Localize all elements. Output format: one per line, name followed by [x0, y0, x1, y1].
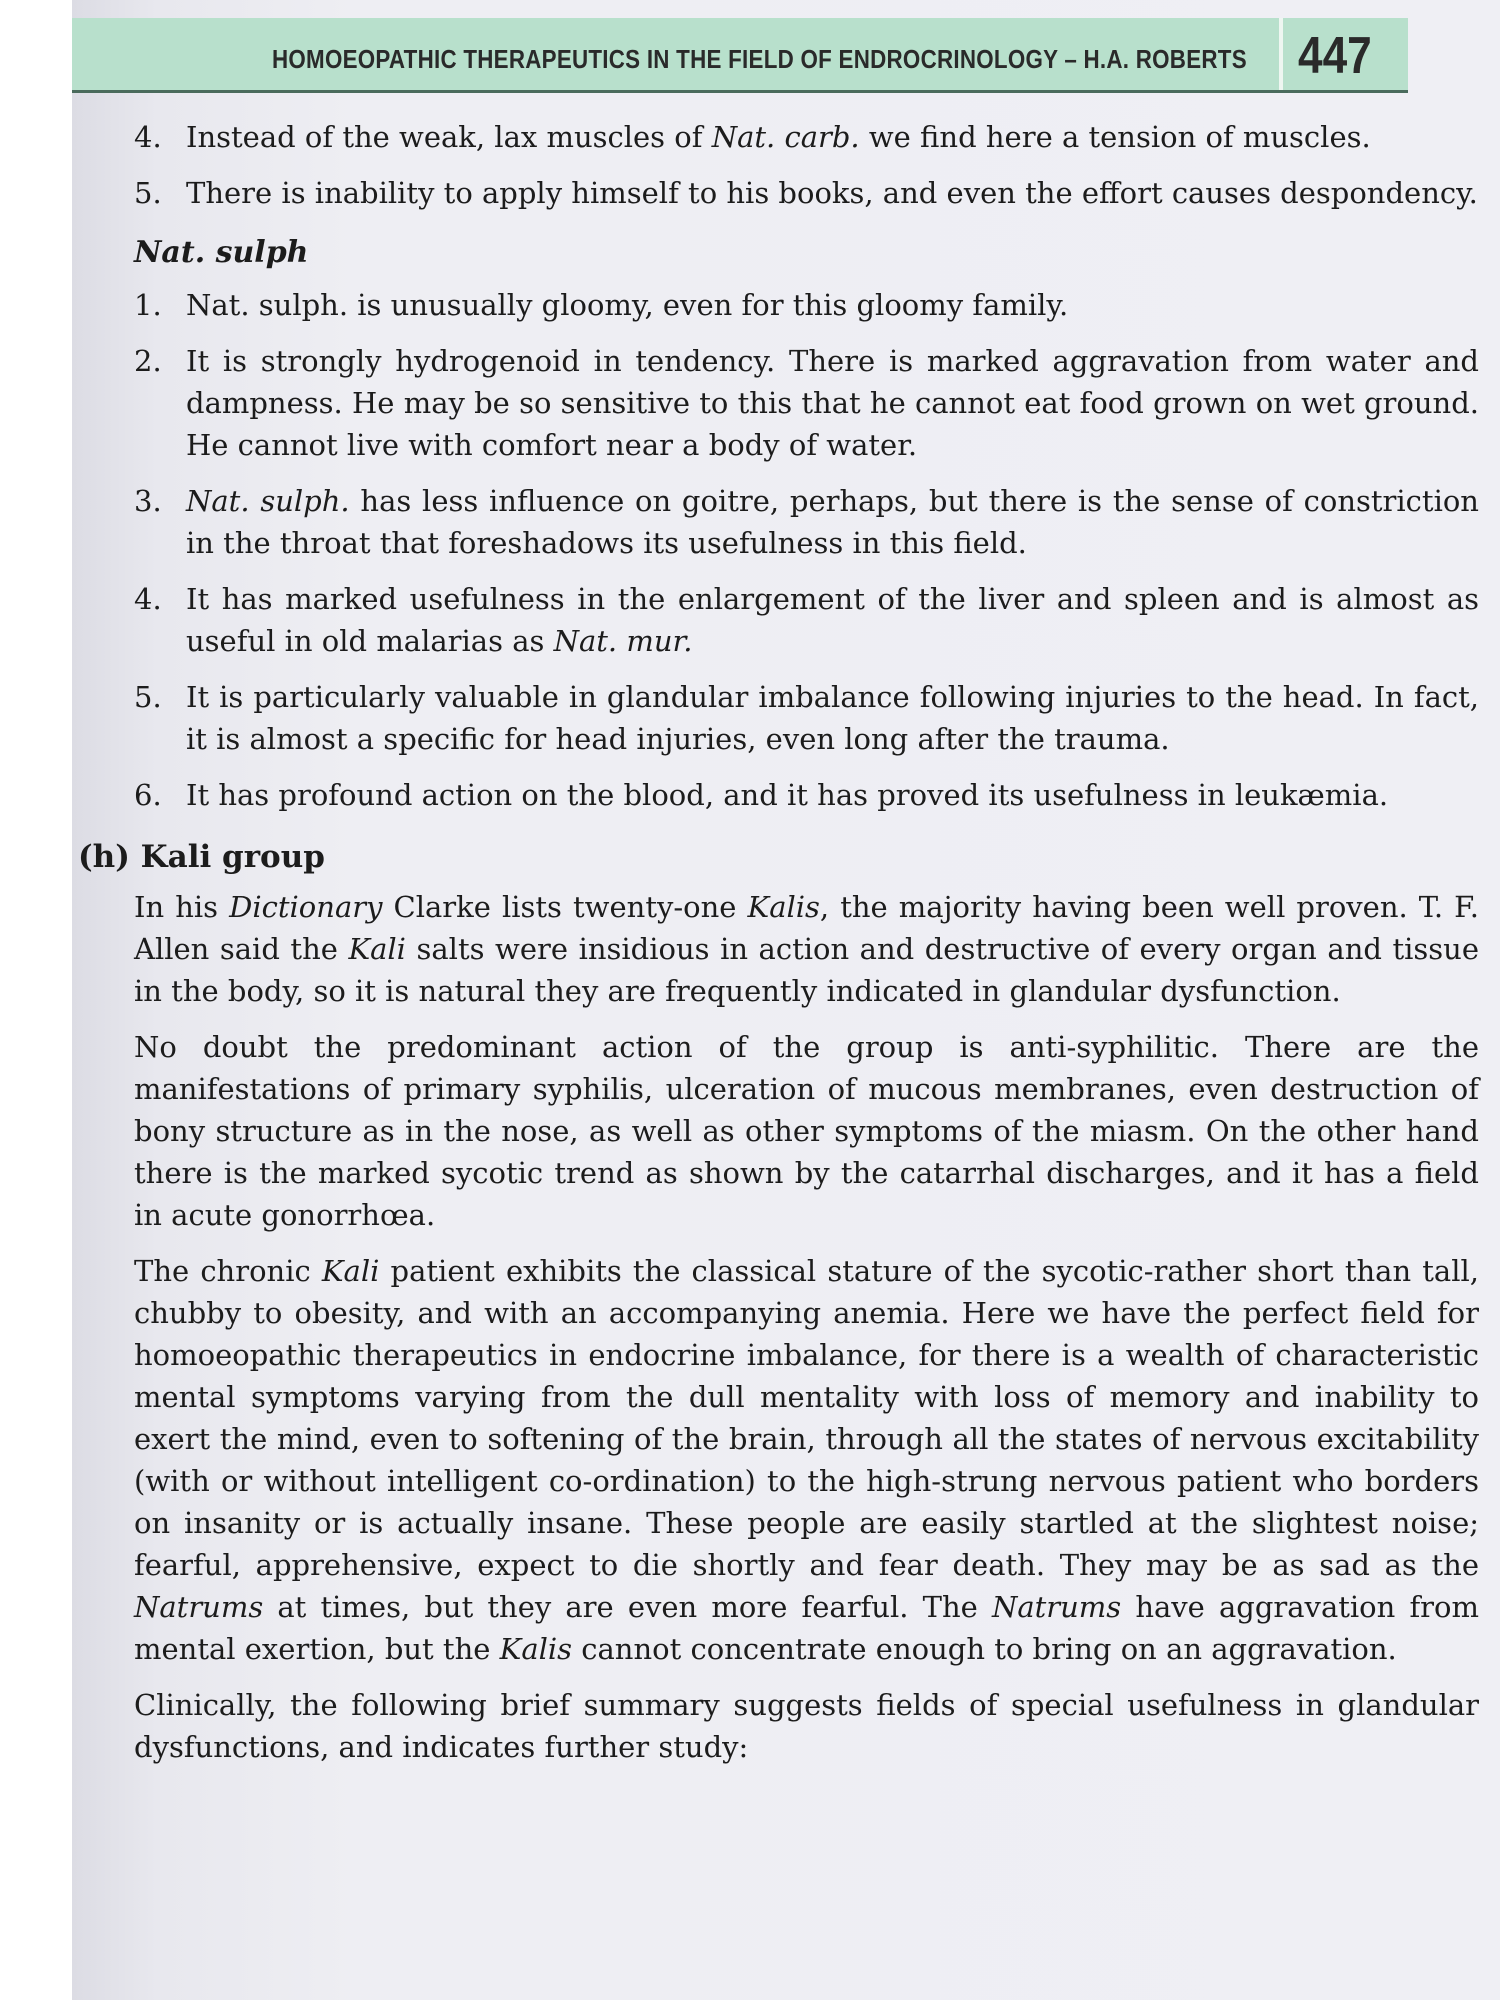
- page-header: [72, 18, 1408, 93]
- paragraph: The chronic Kali patient exhibits the classical stature of the sycotic-rather short than tall, chubby to obesity, and with an accompanying anemia. Here we have the perfect field for homoeopathic therapeutics in endocrine imbalance, for there is a wealth of characteristic mental symptoms varying from the dull mentality with loss of memory and inability to exert the mind, even to softening of the brain, through all the states of nervous excitability (with or without intelligent co-ordination) to the high-strung nervous patient who borders on insanity or is actually insane. These people are easily startled at the slightest noise; fearful, apprehensive, expect to die shortly and fear death. They may be as sad as the Natrums at times, but they are even more fearful. The Natrums have aggravation from mental exertion, but the Kalis cannot concentrate enough to bring on an aggravation.: [134, 1254, 1480, 1666]
- paragraph: In his Dictionary Clarke lists twenty-one Kalis, the majority having been well proven. T. F. Allen said the Kali salts were insidious in action and destructive of every organ and tissue in the body, so it is natural they are frequently indicated in glandular dysfunction.: [134, 890, 1479, 1008]
- list-item: 6. It has profound action on the blood, and it has proved its usefulness in leukæmia.: [134, 778, 1389, 812]
- list-item: 4. It has marked usefulness in the enlargement of the liver and spleen and is almost as useful in old malarias as Nat. mur.: [134, 582, 1479, 658]
- list-item: 1. Nat. sulph. is unusually gloomy, even for this gloomy family.: [134, 288, 1069, 322]
- list-item: 5. It is particularly valuable in glandular imbalance following injuries to the head. In fact, it is almost a specific for head injuries, even long after the trauma.: [134, 680, 1479, 756]
- section-heading-kali-group: (h) Kali group: [78, 839, 325, 875]
- page-number: 447: [1298, 27, 1372, 85]
- list-item: 4. Instead of the weak, lax muscles of Nat. carb. we find here a tension of muscles.: [134, 120, 1371, 154]
- list-item: 3. Nat. sulph. has less influence on goitre, perhaps, but there is the sense of constriction in the throat that foreshadows its usefulness in this field.: [134, 484, 1479, 560]
- list-item: 5. There is inability to apply himself to his books, and even the effort causes despondency.: [134, 176, 1478, 210]
- paragraph: No doubt the predominant action of the group is anti-syphilitic. There are the manifestations of primary syphilis, ulceration of mucous membranes, even destruction of bony structure as in the nose, as well as other symptoms of the miasm. On the other hand there is the marked sycotic trend as shown by the catarrhal discharges, and it has a field in acute gonorrhœa.: [134, 1030, 1479, 1232]
- running-title: HOMOEOPATHIC THERAPEUTICS IN THE FIELD OF ENDROCRINOLOGY – H.A. ROBERTS: [272, 44, 1247, 74]
- paragraph: Clinically, the following brief summary suggests fields of special usefulness in glandular dysfunctions, and indicates further study:: [134, 1688, 1479, 1764]
- header-divider: [1279, 18, 1283, 90]
- page-body: [78, 116, 1480, 1782]
- list-item: 2. It is strongly hydrogenoid in tendency. There is marked aggravation from water and dampness. He may be so sensitive to this that he cannot eat food grown on wet ground. He cannot live with comfort near a body of water.: [134, 344, 1479, 462]
- section-heading-nat-sulph: Nat. sulph: [134, 235, 309, 270]
- book-page: [72, 0, 1500, 2000]
